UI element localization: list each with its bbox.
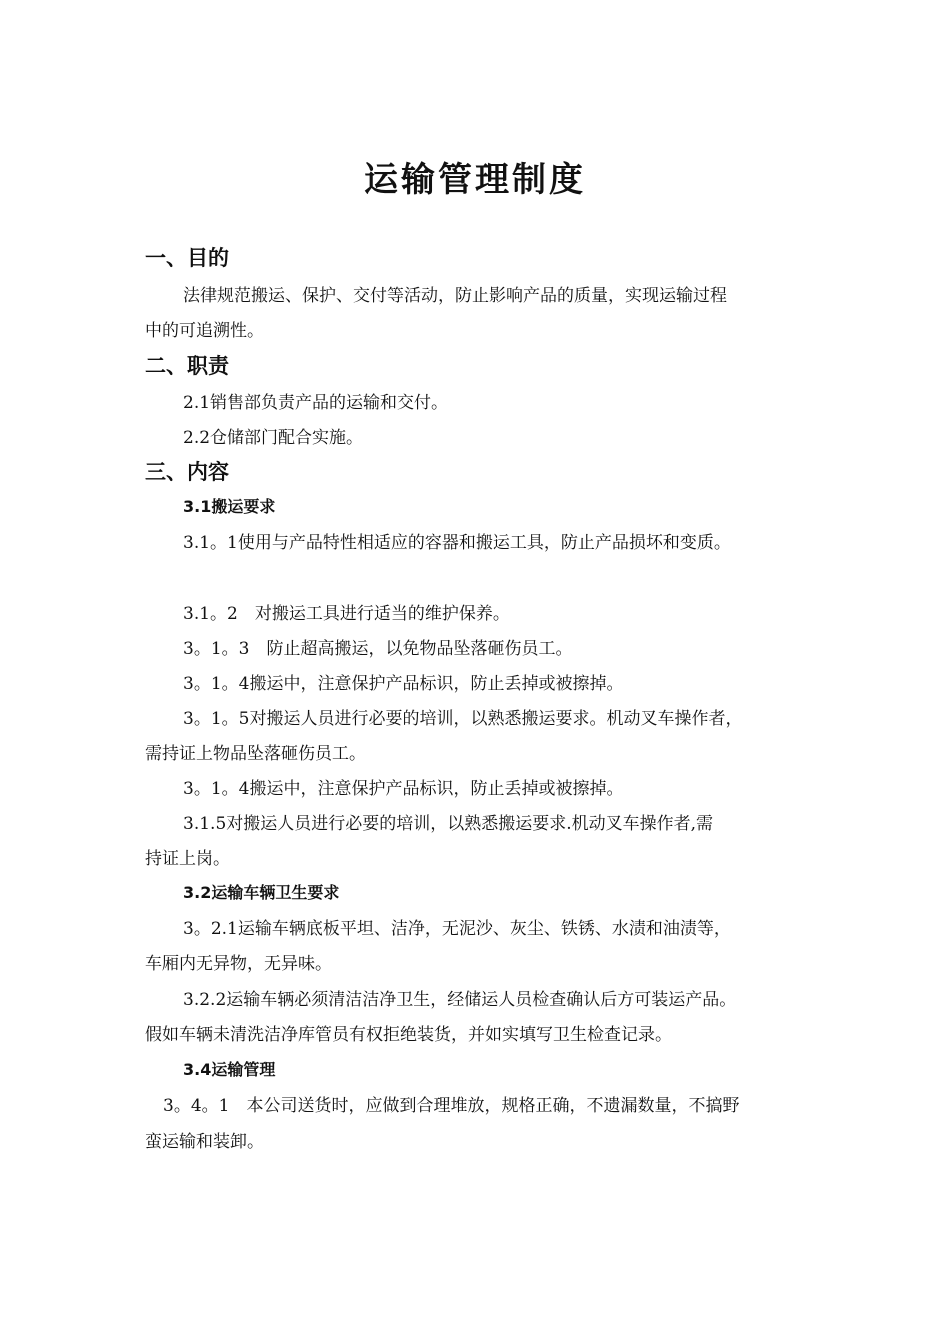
paragraph-line: 3。1。5对搬运人员进行必要的培训，以熟悉搬运要求。机动叉车操作者， xyxy=(183,709,743,729)
paragraph-line: 3.2.2运输车辆必须清洁洁净卫生，经储运人员检查确认后方可装运产品。 xyxy=(183,990,737,1010)
paragraph-line: 3.1.5对搬运人员进行必要的培训，以熟悉搬运要求.机动叉车操作者,需 xyxy=(183,814,714,834)
subsection-heading-vehicle-hygiene: 3.2运输车辆卫生要求 xyxy=(183,883,340,902)
paragraph-line: 蛮运输和装卸。 xyxy=(145,1132,264,1152)
paragraph-line: 3。1。3 防止超高搬运，以免物品坠落砸伤员工。 xyxy=(183,639,573,659)
paragraph-line: 假如车辆未清洗洁净库管员有权拒绝装货，并如实填写卫生检查记录。 xyxy=(145,1025,672,1045)
paragraph-line: 3。1。4搬运中，注意保护产品标识，防止丢掉或被擦掉。 xyxy=(183,674,624,694)
paragraph-line: 3。2.1运输车辆底板平坦、洁净，无泥沙、灰尘、铁锈、水渍和油渍等， xyxy=(183,919,731,939)
paragraph-line: 需持证上物品坠落砸伤员工。 xyxy=(145,744,366,764)
paragraph-line: 2.2仓储部门配合实施。 xyxy=(183,428,364,448)
section-heading-purpose: 一、目的 xyxy=(145,246,229,270)
paragraph-line: 3.1。1使用与产品特性相适应的容器和搬运工具，防止产品损坏和变质。 xyxy=(183,533,731,553)
paragraph-line: 中的可追溯性。 xyxy=(145,321,264,341)
paragraph-line: 3。1。4搬运中，注意保护产品标识，防止丢掉或被擦掉。 xyxy=(183,779,624,799)
document-title: 运输管理制度 xyxy=(364,160,586,200)
paragraph-line: 法律规范搬运、保护、交付等活动，防止影响产品的质量，实现运输过程 xyxy=(183,286,727,306)
subsection-heading-transport-management: 3.4运输管理 xyxy=(183,1060,276,1079)
paragraph-line: 3。4。1 本公司送货时，应做到合理堆放，规格正确，不遗漏数量，不搞野 xyxy=(163,1096,740,1116)
section-heading-duties: 二、职责 xyxy=(145,354,229,378)
subsection-heading-handling: 3.1搬运要求 xyxy=(183,497,276,516)
paragraph-line: 车厢内无异物，无异味。 xyxy=(145,954,332,974)
paragraph-line: 持证上岗。 xyxy=(145,849,230,869)
paragraph-line: 2.1销售部负责产品的运输和交付。 xyxy=(183,393,449,413)
section-heading-content: 三、内容 xyxy=(145,460,229,484)
paragraph-line: 3.1。2 对搬运工具进行适当的维护保养。 xyxy=(183,604,510,624)
